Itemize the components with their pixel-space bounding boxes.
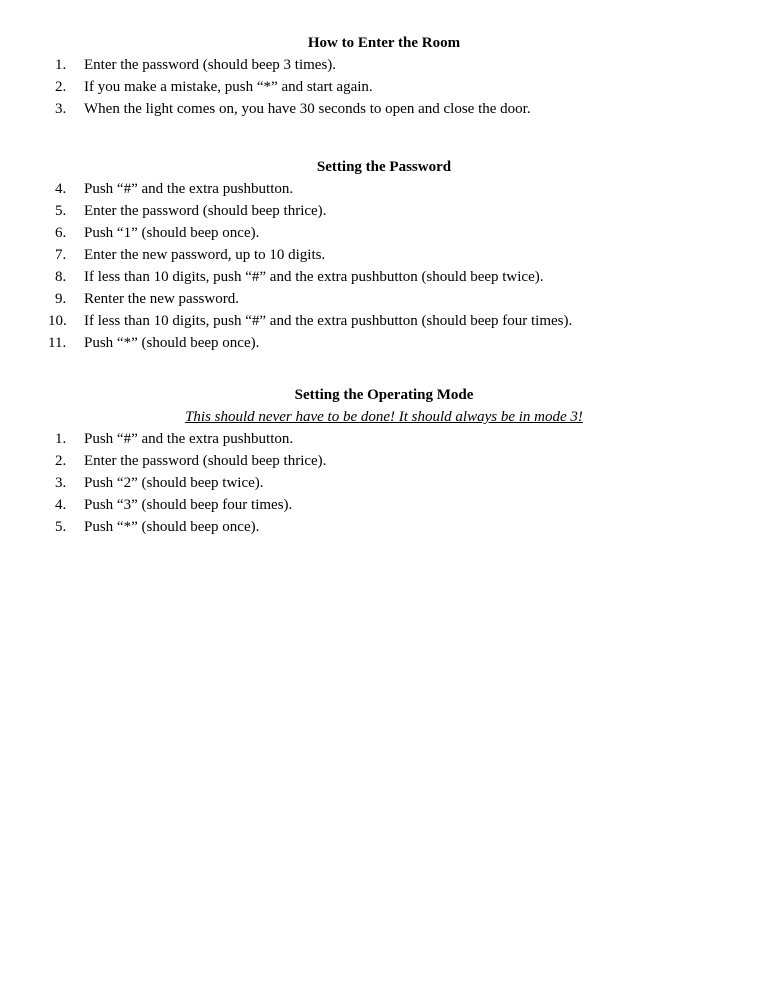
step-text: If less than 10 digits, push “#” and the extra pushbutton (should beep twice). [84,269,544,285]
step-text: Push “#” and the extra pushbutton. [84,431,294,447]
step-text: If you make a mistake, push “*” and start again. [84,79,373,95]
section-heading: Setting the Operating Mode [294,387,474,403]
step-text: Push “*” (should beep once). [84,335,260,351]
step-number: 4. [55,181,67,197]
step-text: If less than 10 digits, push “#” and the extra pushbutton (should beep four times). [84,313,573,329]
step-number: 2. [55,453,67,469]
list-item [0,98,768,120]
step-text: Renter the new password. [84,291,239,307]
step-text: Push “3” (should beep four times). [84,497,293,513]
list-item [0,200,768,222]
list-item [0,472,768,494]
steps-list [0,178,768,354]
list-item [0,516,768,538]
step-text: When the light comes on, you have 30 seconds to open and close the door. [84,101,531,117]
step-number: 4. [55,497,67,513]
step-number: 11. [48,335,67,351]
step-number: 8. [55,269,67,285]
list-item [0,54,768,76]
step-number: 3. [55,475,67,491]
list-item [0,494,768,516]
step-text: Push “#” and the extra pushbutton. [84,181,294,197]
section-operating-mode [0,384,768,538]
section-enter-room [0,32,768,120]
section-warning: This should never have to be done! It should always be in mode 3! [185,409,583,425]
step-text: Enter the password (should beep thrice). [84,203,327,219]
list-item [0,332,768,354]
step-number: 5. [55,203,67,219]
step-text: Enter the password (should beep 3 times). [84,57,337,73]
step-number: 1. [55,57,67,73]
step-number: 2. [55,79,67,95]
step-number: 7. [55,247,67,263]
step-number: 3. [55,101,67,117]
steps-list [0,428,768,538]
list-item [0,178,768,200]
step-number: 5. [55,519,67,535]
section-heading: How to Enter the Room [307,35,461,51]
step-number: 6. [55,225,67,241]
step-text: Enter the password (should beep thrice). [84,453,327,469]
step-text: Enter the new password, up to 10 digits. [84,247,326,263]
step-number: 9. [55,291,67,307]
step-text: Push “2” (should beep twice). [84,475,264,491]
list-item [0,76,768,98]
list-item [0,266,768,288]
step-number: 10. [48,313,67,329]
list-item [0,450,768,472]
section-heading: Setting the Password [316,159,452,175]
step-number: 1. [55,431,67,447]
list-item [0,244,768,266]
steps-list [0,54,768,120]
list-item [0,288,768,310]
list-item [0,428,768,450]
section-setting-password [0,156,768,354]
list-item [0,310,768,332]
list-item [0,222,768,244]
step-text: Push “1” (should beep once). [84,225,260,241]
step-text: Push “*” (should beep once). [84,519,260,535]
